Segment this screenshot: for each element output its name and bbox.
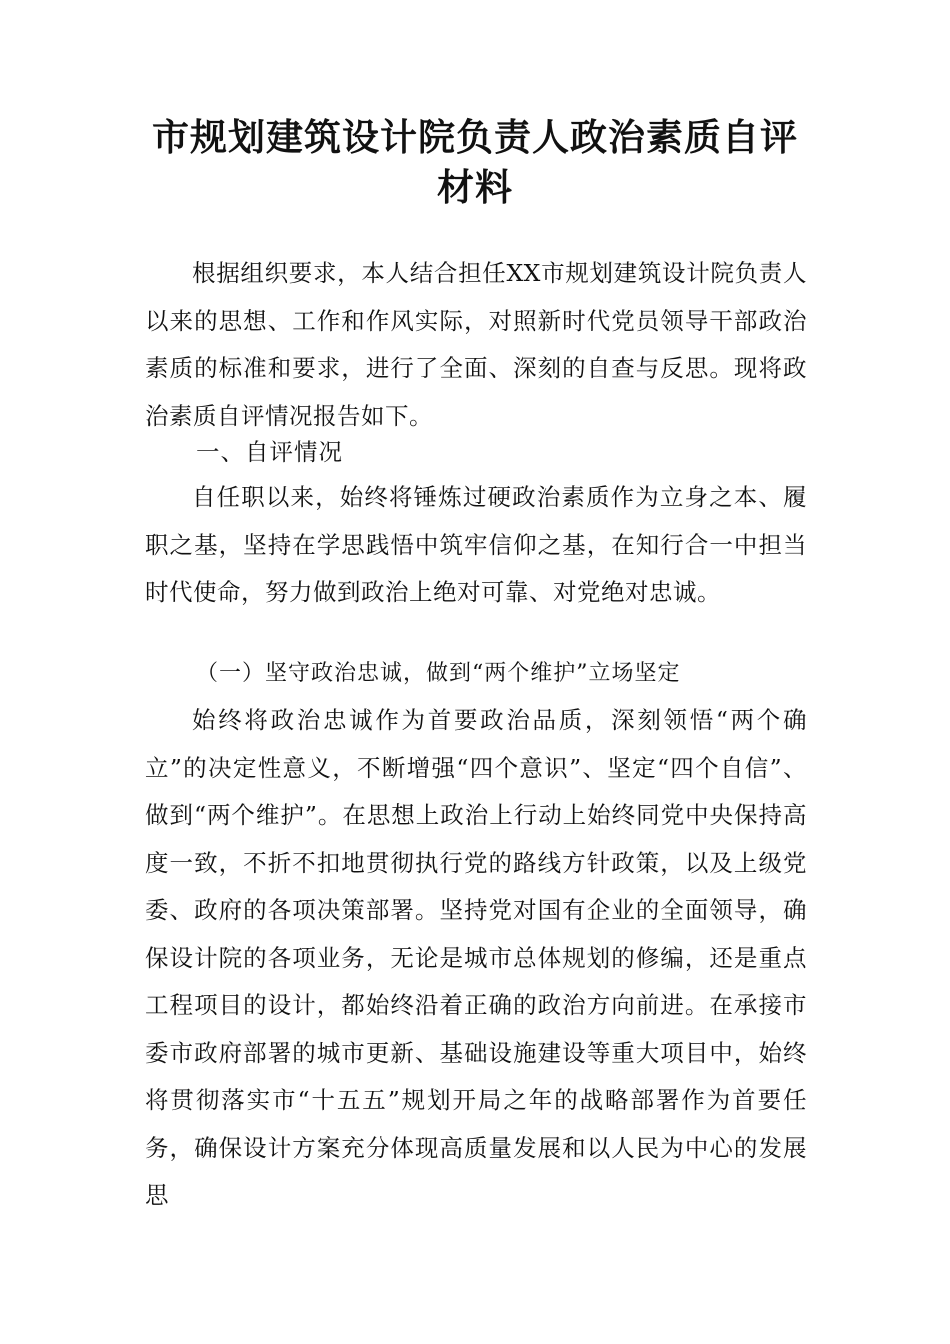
intro-paragraph: 根据组织要求，本人结合担任XX市规划建筑设计院负责人以来的思想、工作和作风实际，对照新时代党员领导干部政治素质的标准和要求，进行了全面、深刻的自查与反思。现将政治素质自评情况报告如下。 — [145, 259, 807, 430]
section-heading-self-evaluation: 一、自评情况 — [196, 438, 343, 466]
subsection-heading-political-loyalty: （一）坚守政治忠诚，做到“两个维护”立场坚定 — [196, 661, 681, 686]
subsection-body-political-loyalty: 始终将政治忠诚作为首要政治品质，深刻领悟“两个确立”的决定性意义，不断增强“四个意识”、坚定“四个自信”、做到“两个维护”。在思想上政治上行动上始终同党中央保持高度一致，不折不扣地贯彻执行党的路线方针政策，以及上级党委、政府的各项决策部署。坚持党对国有企业的全面领导，确保设计院的各项业务，无论是城市总体规划的修编，还是重点工程项目的设计，都始终沿着正确的政治方向前进。在承接市委市政府部署的城市更新、基础设施建设等重大项目中，始终将贯彻落实市“十五五”规划开局之年的战略部署作为首要任务，确保设计方案充分体现高质量发展和以人民为中心的发展思 — [145, 706, 807, 1209]
document-title: 市规划建筑设计院负责人政治素质自评材料 — [152, 115, 798, 209]
section-body-self-evaluation: 自任职以来，始终将锤炼过硬政治素质作为立身之本、履职之基，坚持在学思践悟中筑牢信仰之基，在知行合一中担当时代使命，努力做到政治上绝对可靠、对党绝对忠诚。 — [145, 483, 807, 606]
